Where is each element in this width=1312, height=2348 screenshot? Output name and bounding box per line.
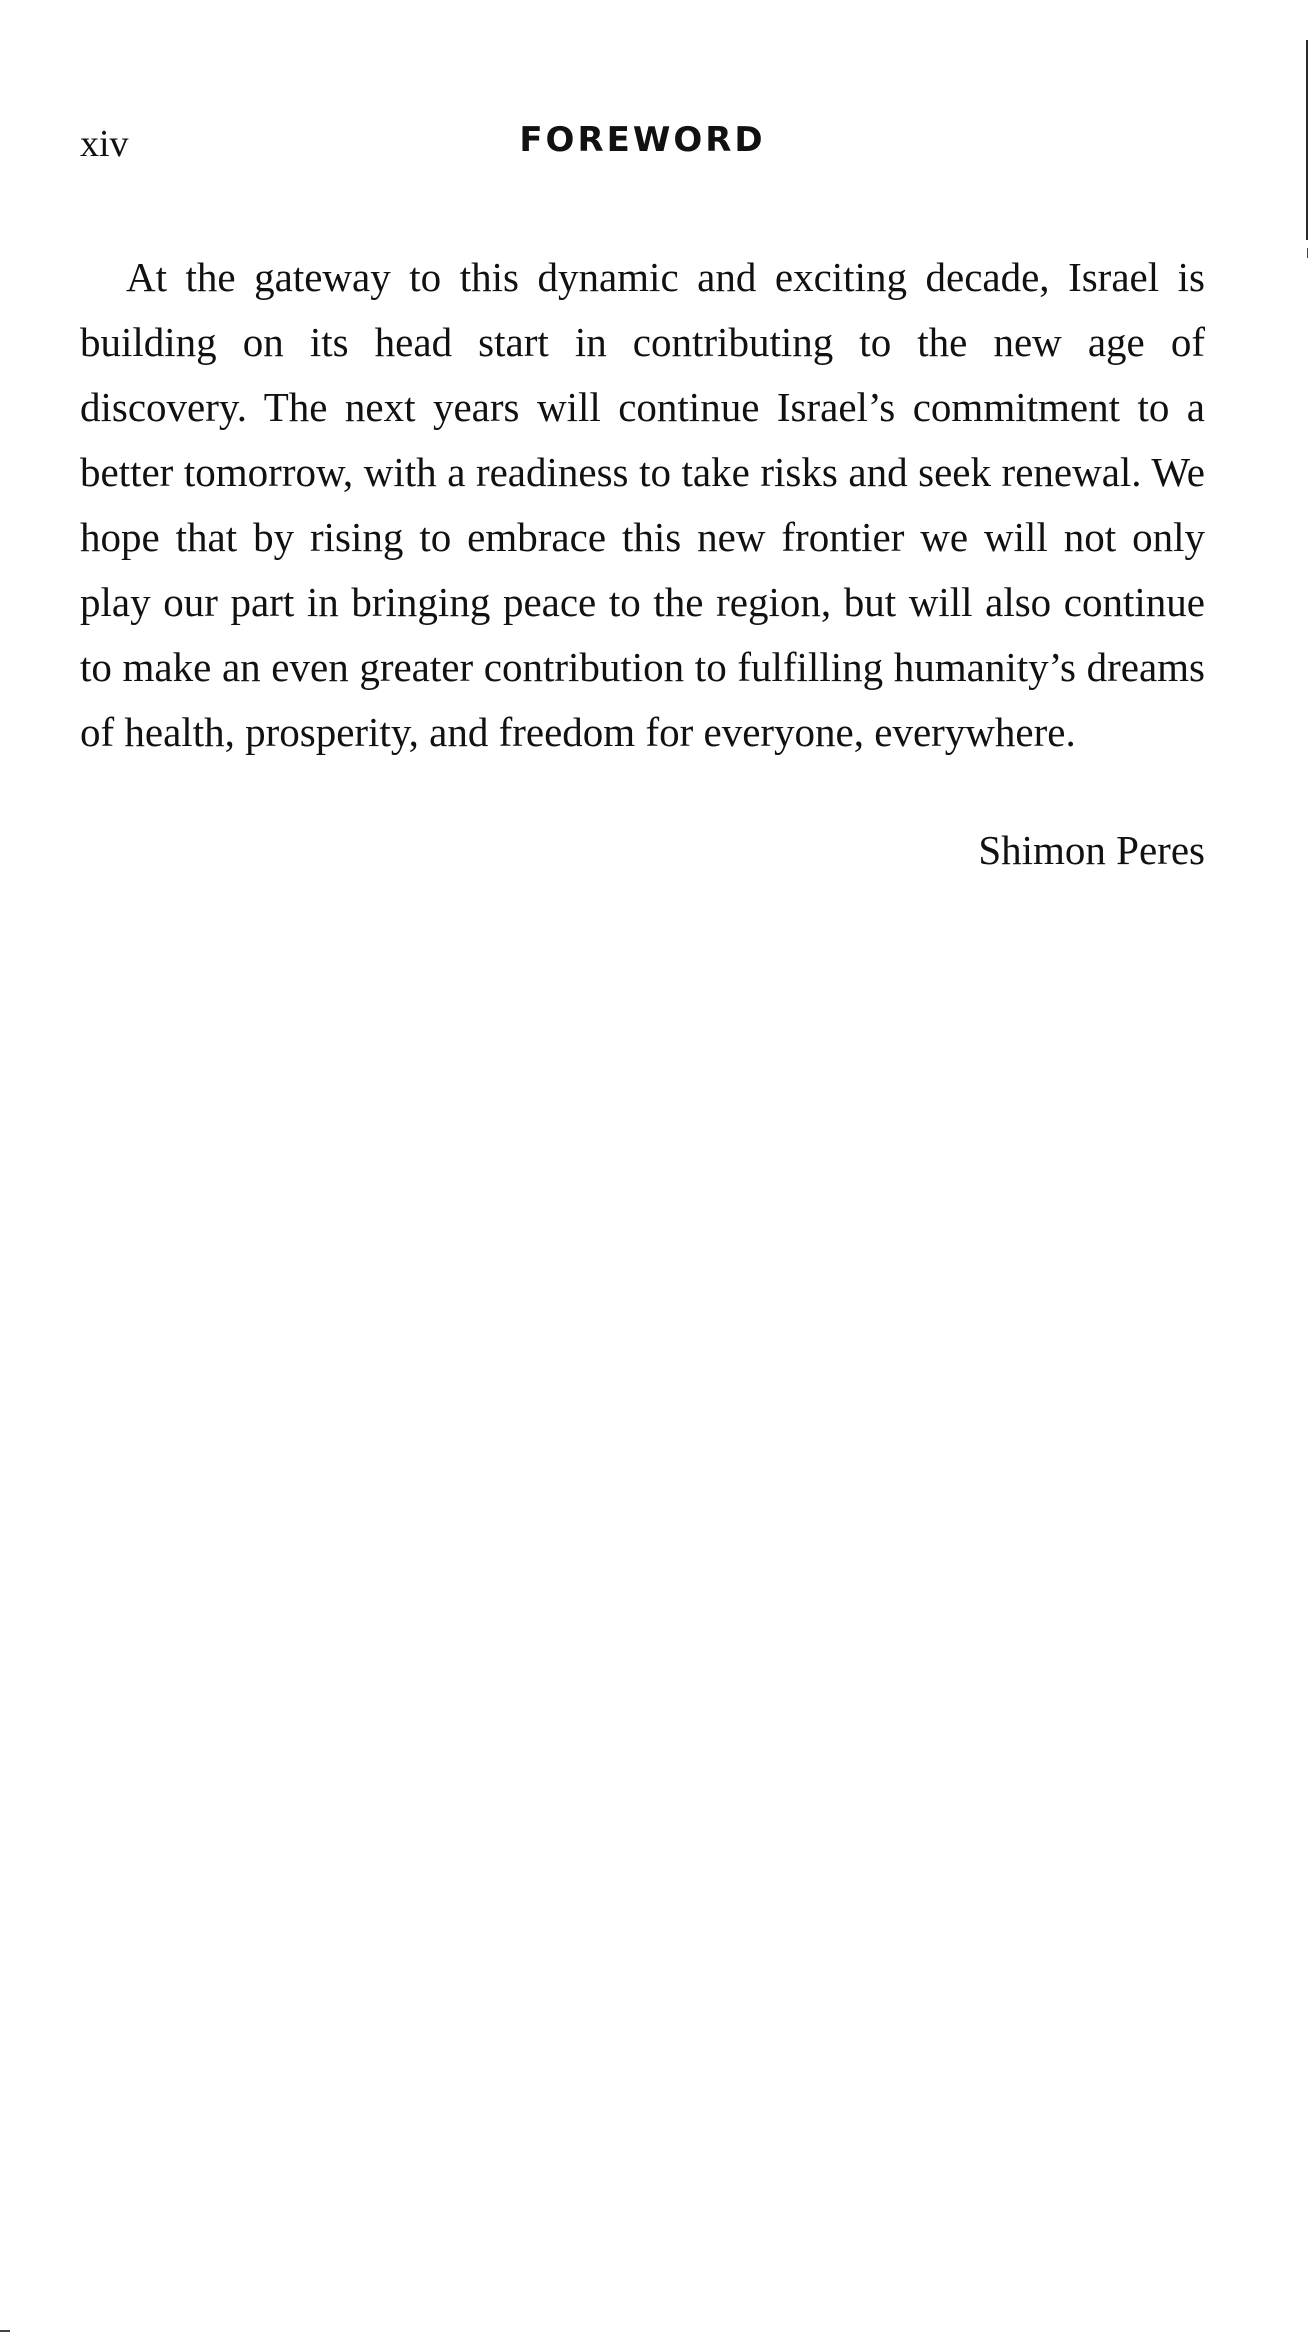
- author-signature: Shimon Peres: [978, 827, 1205, 873]
- running-title: FOREWORD: [519, 120, 766, 160]
- scan-corner-mark: [0, 2330, 10, 2332]
- scan-edge-line: [1306, 40, 1308, 240]
- foreword-paragraph: At the gateway to this dynamic and exciting decade, Israel is building on its head start in contributing to the new age of discovery. The next years will continue Israel’s commitment to a better tomorrow, with a readiness to take risks and seek renewal. We hope that by rising to embrace this new frontier we will not only play our part in bringing peace to the region, but will also continue to make an even greater contribution to fulfilling humanity’s dreams of health, prosperity, and freedom for everyone, everywhere.: [80, 254, 1205, 755]
- running-head: [80, 118, 1205, 168]
- scan-edge-mark: [1307, 248, 1308, 258]
- page-number: xiv: [80, 123, 129, 165]
